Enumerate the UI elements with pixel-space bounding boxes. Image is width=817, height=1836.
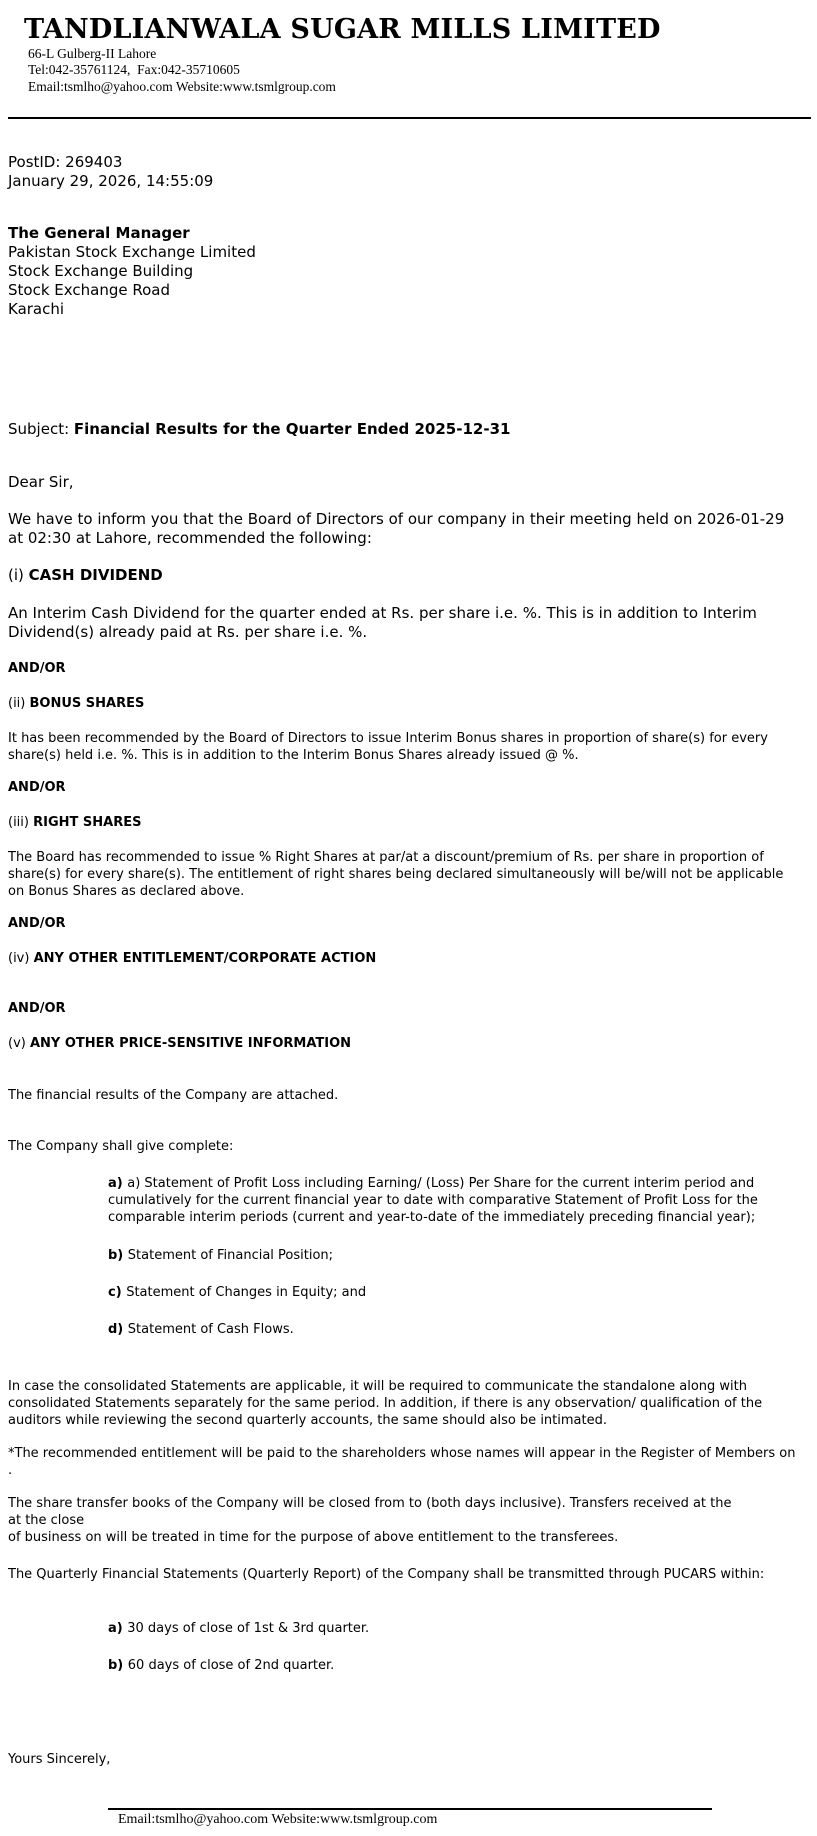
closing: Yours Sincerely, — [8, 1752, 111, 1767]
intro-paragraph: We have to inform you that the Board of Directors of our company in their meeting held on 2026-01-29 at 02:30 at Lahore, recommended the following: — [8, 510, 785, 547]
item-label: a) — [108, 1621, 128, 1636]
post-id: PostID: 269403 — [8, 153, 123, 171]
item-text: a) Statement of Profit Loss including Earning/ (Loss) Per Share for the current interim period and cumulatively for the current financial year to date with comparative Statement of Profit Loss for the comparable interim periods (current and year-to-date of the immediately preceding financial year); — [108, 1176, 758, 1225]
section-number: (v) — [8, 1036, 30, 1051]
item-label: d) — [108, 1322, 128, 1337]
section-right-heading — [8, 815, 141, 830]
section-cash-heading — [8, 566, 163, 584]
section-title: ANY OTHER PRICE-SENSITIVE INFORMATION — [29, 1036, 352, 1051]
item-label: a) — [108, 1176, 128, 1191]
right-shares-text: The Board has recommended to issue % Right Shares at par/at a discount/premium of Rs. per share in proportion of share(s) for every share(s). The entitlement of right shares being declared simultaneously will be/will not be applicable on Bonus Shares as declared above. — [8, 850, 784, 899]
transfer-books-line: of business on will be treated in time for the purpose of above entitlement to the transferees. — [8, 1530, 619, 1545]
company-address: 66-L Gulberg-II Lahore — [28, 46, 157, 61]
section-title: CASH DIVIDEND — [28, 566, 163, 584]
footer-contact: Email:tsmlho@yahoo.com Website:www.tsmlgroup.com — [118, 1812, 438, 1827]
item-label: c) — [108, 1285, 127, 1300]
item-text: Statement of Cash Flows. — [127, 1322, 294, 1337]
statement-item — [108, 1321, 798, 1338]
recipient-line: Pakistan Stock Exchange Limited — [8, 243, 256, 261]
subject-label: Subject: — [8, 420, 74, 438]
item-label: b) — [108, 1658, 128, 1673]
section-number: (i) — [8, 566, 29, 584]
recipient-title: The General Manager — [8, 224, 190, 242]
section-other-heading — [8, 951, 376, 966]
section-price-heading — [8, 1036, 351, 1051]
shall-give-text: The Company shall give complete: — [8, 1139, 234, 1154]
section-title: RIGHT SHARES — [33, 815, 142, 830]
header-divider — [8, 117, 811, 119]
company-contact: Email:tsmlho@yahoo.com Website:www.tsmlgroup.com — [28, 79, 336, 94]
bonus-shares-text: It has been recommended by the Board of Directors to issue Interim Bonus shares in proportion of share(s) for every share(s) held i.e. %. This is in addition to the Interim Bonus Shares already issued @ %. — [8, 731, 768, 763]
and-or-label: AND/OR — [8, 916, 66, 931]
section-number: (iv) — [8, 951, 34, 966]
results-attached-text: The financial results of the Company are attached. — [8, 1088, 339, 1103]
statement-item — [108, 1175, 798, 1226]
and-or-label: AND/OR — [8, 1001, 66, 1016]
company-phone: Tel:042-35761124, Fax:042-35710605 — [28, 62, 240, 77]
salutation: Dear Sir, — [8, 473, 74, 491]
item-text: Statement of Changes in Equity; and — [126, 1285, 367, 1300]
transfer-books-line: at the close — [8, 1513, 85, 1528]
company-name: TANDLIANWALA SUGAR MILLS LIMITED — [24, 14, 661, 45]
section-number: (iii) — [8, 815, 34, 830]
item-text: 30 days of close of 1st & 3rd quarter. — [127, 1621, 370, 1636]
deadline-item — [108, 1657, 798, 1674]
section-bonus-heading — [8, 696, 144, 711]
section-title: ANY OTHER ENTITLEMENT/CORPORATE ACTION — [33, 951, 377, 966]
item-label: b) — [108, 1248, 128, 1263]
statement-item — [108, 1247, 798, 1264]
statement-item — [108, 1284, 798, 1301]
and-or-label: AND/OR — [8, 780, 66, 795]
subject-line — [8, 420, 510, 438]
section-number: (ii) — [8, 696, 30, 711]
entitlement-note: *The recommended entitlement will be paid to the shareholders whose names will appear in the Register of Members on . — [8, 1446, 796, 1478]
footer-divider — [108, 1808, 712, 1810]
item-text: 60 days of close of 2nd quarter. — [127, 1658, 335, 1673]
section-title: BONUS SHARES — [29, 696, 145, 711]
post-datetime: January 29, 2026, 14:55:09 — [8, 172, 214, 190]
deadline-item — [108, 1620, 798, 1637]
subject-text: Financial Results for the Quarter Ended 2025-12-31 — [73, 420, 511, 438]
transfer-books-line: The share transfer books of the Company will be closed from to (both days inclusive). Transfers received at the — [8, 1496, 732, 1511]
cash-dividend-text: An Interim Cash Dividend for the quarter ended at Rs. per share i.e. %. This is in addition to Interim Dividend(s) already paid at Rs. per share i.e. %. — [8, 604, 757, 641]
recipient-line: Stock Exchange Building — [8, 262, 194, 280]
recipient-line: Karachi — [8, 300, 65, 318]
recipient-line: Stock Exchange Road — [8, 281, 170, 299]
consolidated-text: In case the consolidated Statements are applicable, it will be required to communicate the standalone along with consolidated Statements separately for the same period. In addition, if there is any observation/ qualification of the auditors while reviewing the second quarterly accounts, the same should also be intimated. — [8, 1379, 763, 1428]
and-or-label: AND/OR — [8, 661, 66, 676]
pucars-text: The Quarterly Financial Statements (Quarterly Report) of the Company shall be transmitted through PUCARS within: — [8, 1567, 765, 1582]
item-text: Statement of Financial Position; — [127, 1248, 334, 1263]
